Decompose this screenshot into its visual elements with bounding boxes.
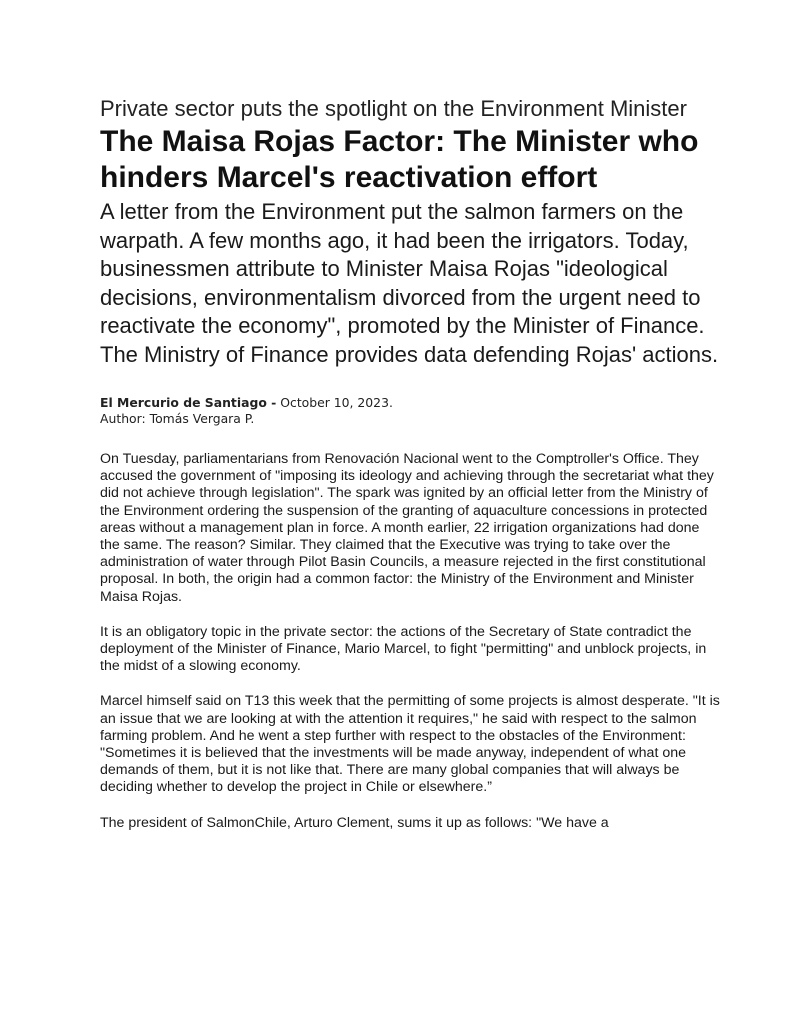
body-paragraph-1: On Tuesday, parliamentarians from Renovación Nacional went to the Comptroller's Office. They accused the government of "imposing its ideology and achieving through the secretariat what they did not achieve through legislation". The spark was ignited by an official letter from the Ministry of the Environment ordering the suspension of the granting of aquaculture concessions in protected areas without a management plan in force. A month earlier, 22 irrigation organizations had done the same. The reason? Similar. They claimed that the Executive was trying to take over the administration of water through Pilot Basin Councils, a measure rejected in the first constitutional proposal. In both, the origin had a common factor: the Ministry of the Environment and Minister Maisa Rojas. [100, 451, 714, 605]
body-paragraph-3: Marcel himself said on T13 this week that the permitting of some projects is almost desperate. "It is an issue that we are looking at with the attention it requires," he said with respect to the salmon farming problem. And he went a step further with respect to the obstacles of the Environment: "Sometimes it is believed that the investments will be made anyway, independent of what one demands of them, but it is not like that. There are many global companies that will always be deciding whether to develop the project in Chile or elsewhere.” [100, 693, 720, 796]
article-meta [100, 395, 720, 427]
article-kicker: Private sector puts the spotlight on the Environment Minister [100, 96, 687, 121]
article [100, 96, 720, 850]
article-lede: A letter from the Environment put the salmon farmers on the warpath. A few months ago, it had been the irrigators. Today, businessmen attribute to Minister Maisa Rojas "ideological decisions, environmentalism divorced from the urgent need to reactivate the economy", promoted by the Minister of Finance. The Ministry of Finance provides data defending Rojas' actions. [100, 199, 719, 367]
article-body [100, 451, 720, 832]
article-headline: The Maisa Rojas Factor: The Minister who hinders Marcel's reactivation effort [100, 125, 699, 194]
source-line [100, 395, 720, 411]
article-author: Author: Tomás Vergara P. [100, 411, 255, 426]
article-source: El Mercurio de Santiago - [100, 395, 277, 410]
article-date: October 10, 2023. [280, 395, 393, 410]
body-paragraph-2: It is an obligatory topic in the private sector: the actions of the Secretary of State contradict the deployment of the Minister of Finance, Mario Marcel, to fight "permitting" and unblock projects, in the midst of a slowing economy. [100, 623, 707, 675]
body-paragraph-4: The president of SalmonChile, Arturo Clement, sums it up as follows: "We have a [100, 814, 609, 831]
